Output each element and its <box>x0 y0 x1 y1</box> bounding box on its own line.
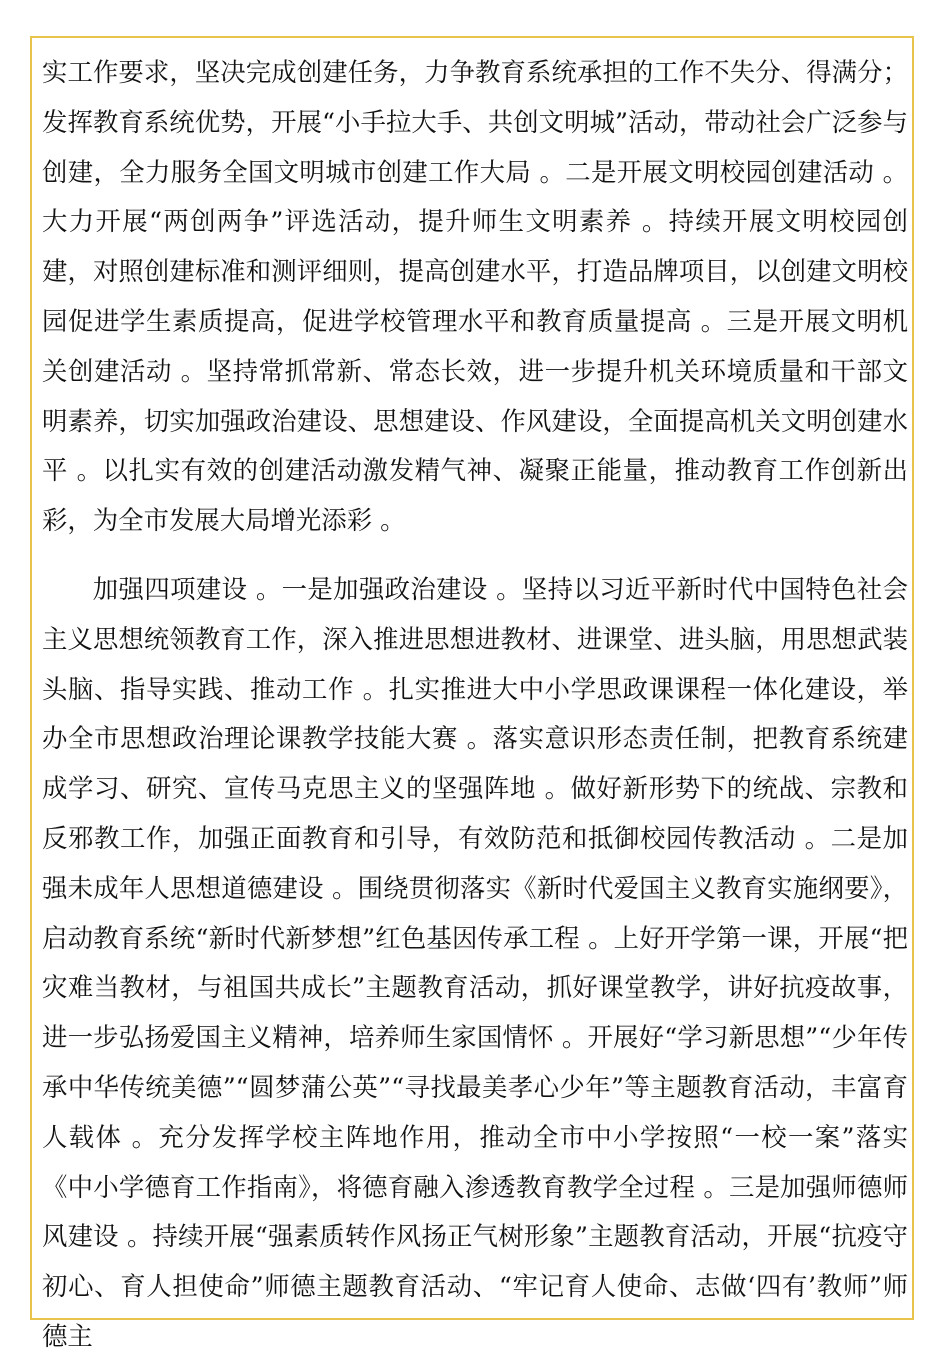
document-body <box>42 48 908 1362</box>
paragraph-civilization-creation: 实工作要求，坚决完成创建任务，力争教育系统承担的工作不失分、得满分；发挥教育系统优势，开展“小手拉大手、共创文明城”活动，带动社会广泛参与创建，全力服务全国文明城市创建工作大局 。二是开展文明校园创建活动 。大力开展“两创两争”评选活动，提升师生文明素养 。持续开展文明校园创建，对照创建标准和测评细则，提高创建水平，打造品牌项目，以创建文明校园促进学生素质提高，促进学校管理水平和教育质量提高 。三是开展文明机关创建活动 。坚持常抓常新、常态长效，进一步提升机关环境质量和干部文明素养，切实加强政治建设、思想建设、作风建设，全面提高机关文明创建水平 。以扎实有效的创建活动激发精气神、凝聚正能量，推动教育工作创新出彩，为全市发展大局增光添彩 。 <box>42 57 908 536</box>
paragraph-four-constructions: 加强四项建设 。一是加强政治建设 。坚持以习近平新时代中国特色社会主义思想统领教育工作，深入推进思想进教材、进课堂、进头脑，用思想武装头脑、指导实践、推动工作 。扎实推进大中小学思政课课程一体化建设，举办全市思想政治理论课教学技能大赛 。落实意识形态责任制，把教育系统建成学习、研究、宣传马克思主义的坚强阵地 。做好新形势下的统战、宗教和反邪教工作，加强正面教育和引导，有效防范和抵御校园传教活动 。二是加强未成年人思想道德建设 。围绕贯彻落实《新时代爱国主义教育实施纲要》，启动教育系统“新时代新梦想”红色基因传承工程 。上好开学第一课，开展“把灾难当教材，与祖国共成长”主题教育活动，抓好课堂教学，讲好抗疫故事，进一步弘扬爱国主义精神，培养师生家国情怀 。开展好“学习新思想”“少年传承中华传统美德”“圆梦蒲公英”“寻找最美孝心少年”等主题教育活动，丰富育人载体 。充分发挥学校主阵地作用，推动全市中小学按照“一校一案”落实《中小学德育工作指南》，将德育融入渗透教育教学全过程 。三是加强师德师风建设 。持续开展“强素质转作风扬正气树形象”主题教育活动，开展“抗疫守初心、育人担使命”师德主题教育活动、“牢记育人使命、志做‘四有’教师”师德主 <box>42 573 908 1351</box>
